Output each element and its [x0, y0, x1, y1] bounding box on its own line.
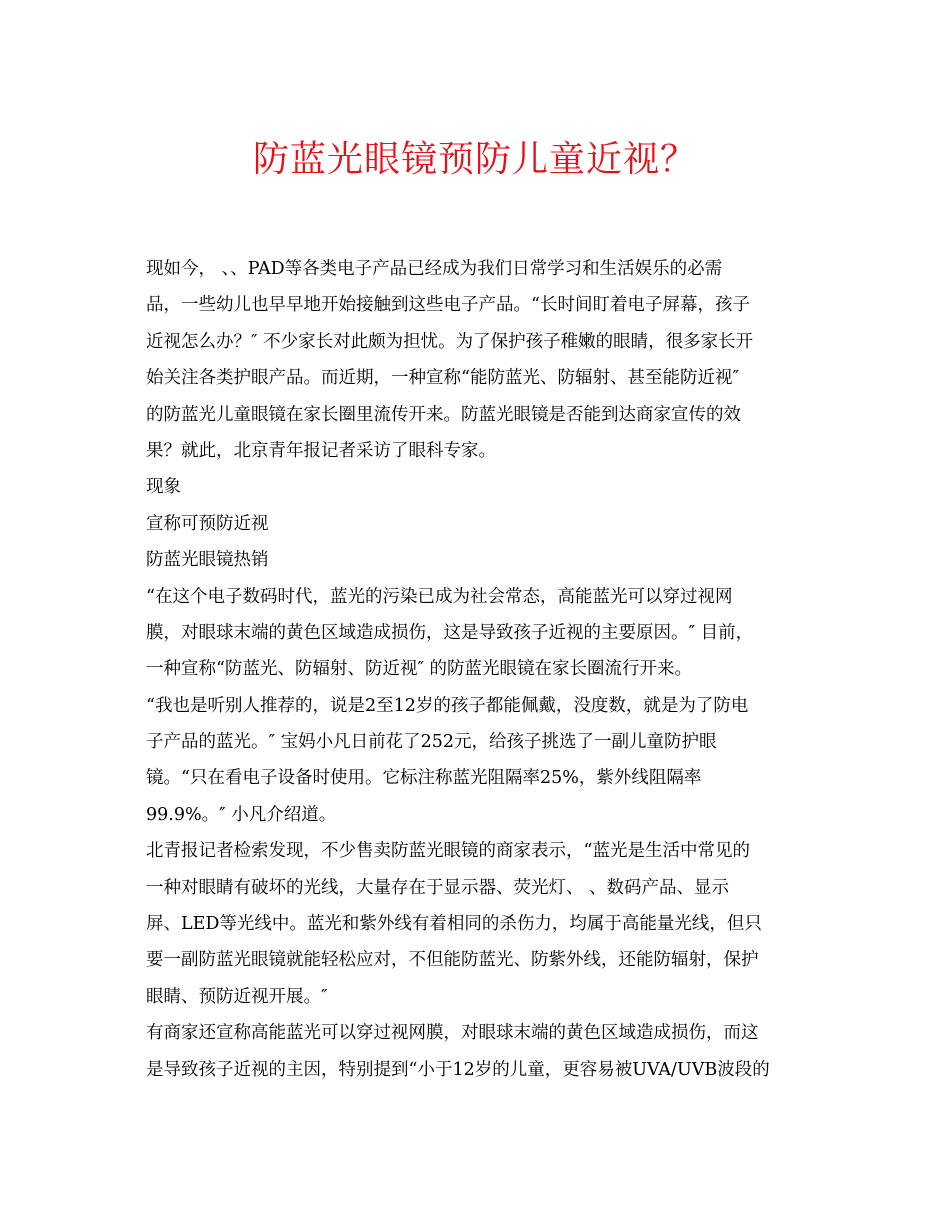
text-line: “在这个电子数码时代，蓝光的污染已成为社会常态，高能蓝光可以穿过视网 — [146, 586, 733, 607]
text-line: 的防蓝光儿童眼镜在家长圈里流传开来。防蓝光眼镜是否能到达商家宣传的效 — [146, 404, 741, 425]
text-line: 始关注各类护眼产品。而近期，一种宣称“能防蓝光、防辐射、甚至能防近视″ — [146, 368, 739, 389]
text-line: 近视怎么办？″ 不少家长对此颇为担忧。为了保护孩子稚嫩的眼睛，很多家长开 — [146, 331, 754, 352]
text-line: 子产品的蓝光。″ 宝妈小凡日前花了252元，给孩子挑选了一副儿童防护眼 — [146, 732, 717, 753]
text-line: 有商家还宣称高能蓝光可以穿过视网膜，对眼球末端的黄色区域造成损伤，而这 — [146, 1023, 759, 1044]
text-line: “我也是听别人推荐的，说是2至12岁的孩子都能佩戴，没度数，就是为了防电 — [146, 695, 749, 716]
text-line: 要一副防蓝光眼镜就能轻松应对，不但能防蓝光、防紫外线，还能防辐射，保护 — [146, 950, 759, 971]
text-line: 屏、LED等光线中。蓝光和紫外线有着相同的杀伤力，均属于高能量光线，但只 — [146, 914, 762, 935]
text-line: 是导致孩子近视的主因，特别提到“小于12岁的儿童，更容易被UVA/UVB波段的 — [146, 1059, 770, 1080]
text-line: 北青报记者检索发现，不少售卖防蓝光眼镜的商家表示，“蓝光是生活中常见的 — [146, 841, 750, 862]
text-line: 果？就此，北京青年报记者采访了眼科专家。 — [146, 440, 496, 461]
section-heading: 现象 — [146, 477, 181, 498]
text-line: 99.9%。″ 小凡介绍道。 — [146, 804, 337, 825]
article-body — [146, 251, 810, 1088]
text-line: 品，一些幼儿也早早地开始接触到这些电子产品。“长时间盯着电子屏幕，孩子 — [146, 295, 750, 316]
section-subheading: 防蓝光眼镜热销 — [146, 550, 269, 571]
text-line: 现如今， 、、PAD等各类电子产品已经成为我们日常学习和生活娱乐的必需 — [146, 259, 723, 279]
text-line: 眼睛、预防近视开展。″ — [146, 986, 328, 1007]
section-subheading: 宣称可预防近视 — [146, 513, 269, 534]
text-line: 膜，对眼球末端的黄色区域造成损伤，这是导致孩子近视的主要原因。″ 目前， — [146, 622, 754, 643]
text-line: 镜。“只在看电子设备时使用。它标注称蓝光阻隔率25%，紫外线阻隔率 — [146, 768, 702, 789]
text-line: 一种宣称“防蓝光、防辐射、防近视″ 的防蓝光眼镜在家长圈流行开来。 — [146, 659, 693, 680]
text-line: 一种对眼睛有破坏的光线，大量存在于显示器、荧光灯、 、数码产品、显示 — [146, 877, 730, 898]
page-title: 防蓝光眼镜预防儿童近视？ — [252, 139, 697, 180]
